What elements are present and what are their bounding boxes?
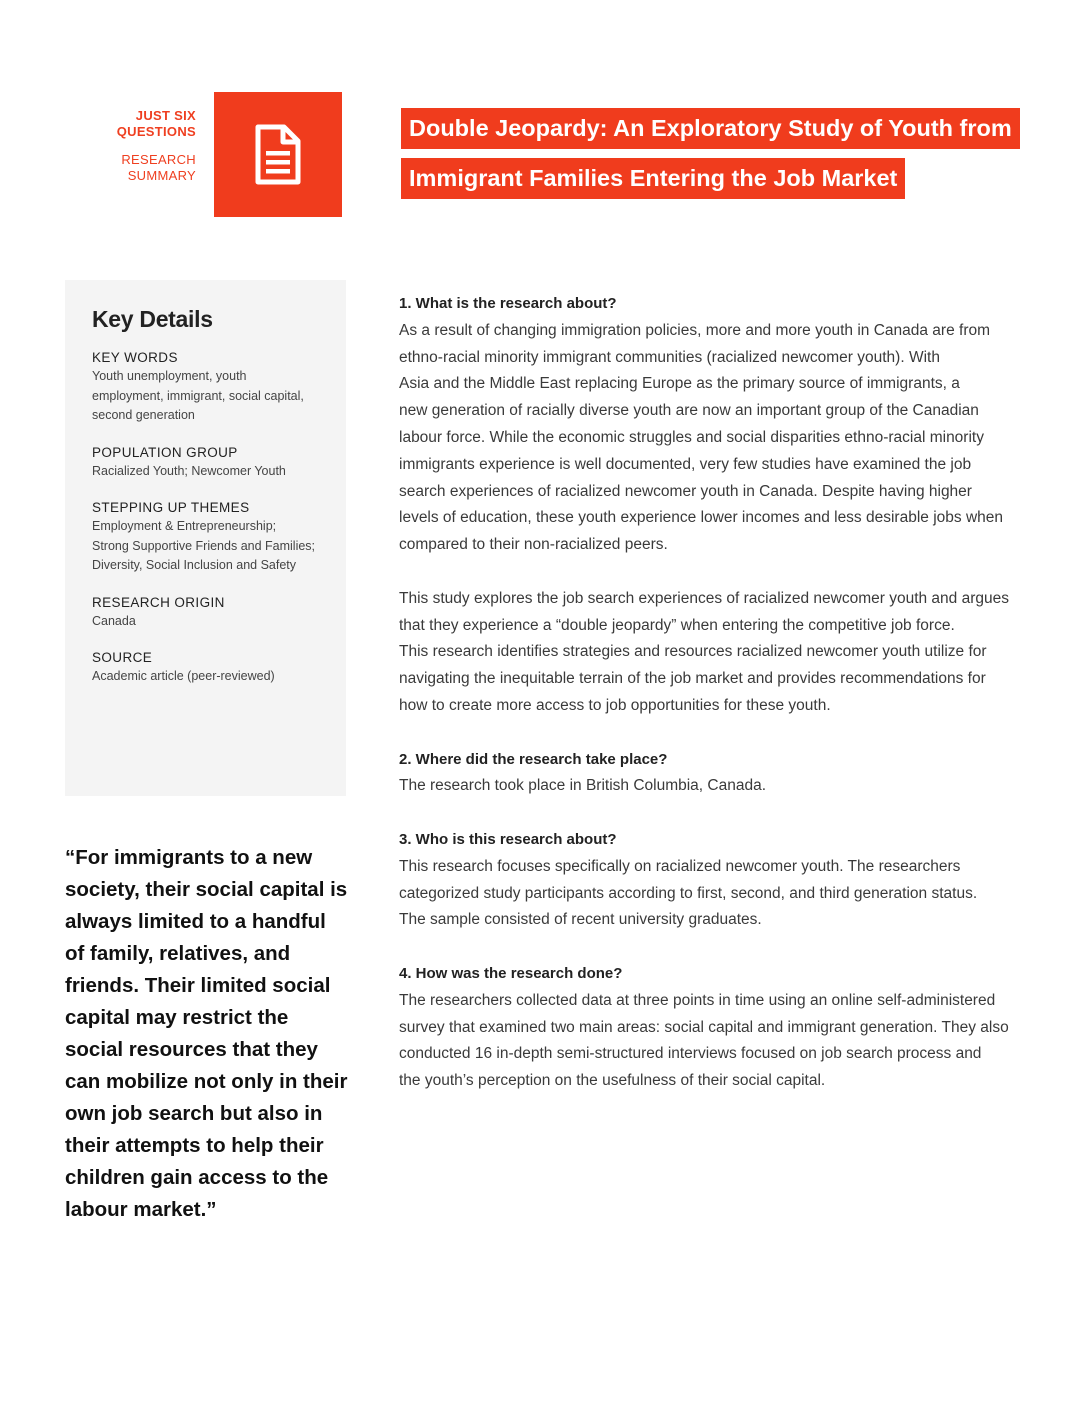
key-detail-label: RESEARCH ORIGIN	[92, 594, 225, 610]
quote-line: can mobilize not only in their	[65, 1070, 348, 1093]
key-details-heading: Key Details	[92, 306, 213, 332]
doc-type-line2: SUMMARY	[127, 168, 196, 183]
text-line: new generation of racially diverse youth are now an important group of the Canadian	[399, 402, 979, 420]
question-4-heading: 4. How was the research done?	[399, 964, 623, 982]
key-detail-value	[92, 517, 320, 576]
text-line: the youth’s perception on the usefulness of their social capital.	[399, 1072, 826, 1090]
text-line: survey that examined two main areas: social capital and immigrant generation. They also	[399, 1018, 1009, 1036]
question-2-heading: 2. Where did the research take place?	[399, 750, 668, 768]
key-detail-value	[92, 667, 320, 687]
page-title	[401, 108, 1041, 208]
question-1-heading: 1. What is the research about?	[399, 295, 617, 312]
text-line: that they experience a “double jeopardy” when entering the competitive job force.	[399, 616, 955, 634]
text-line: This study explores the job search experiences of racialized newcomer youth and argues	[399, 589, 1009, 607]
text-line: search experiences of racialized newcomer youth in Canada. Despite having higher	[399, 482, 972, 500]
main-content	[399, 291, 1019, 1095]
text-line: levels of education, these youth experience lower incomes and less desirable jobs when	[399, 509, 1003, 527]
key-detail-value	[92, 612, 320, 632]
key-detail-line: Employment & Entrepreneurship;	[92, 519, 277, 533]
text-line: how to create more access to job opportunities for these youth.	[399, 696, 831, 714]
quote-line: society, their social capital is	[65, 878, 348, 901]
quote-line: friends. Their limited social	[65, 974, 331, 997]
text-line: The researchers collected data at three points in time using an online self-administered	[399, 991, 996, 1009]
quote-line: always limited to a handful	[65, 910, 326, 933]
question-1-paragraph-2	[399, 586, 1019, 720]
series-label-line2: QUESTIONS	[116, 124, 196, 139]
document-icon	[254, 124, 302, 186]
quote-line: own job search but also in	[65, 1102, 323, 1125]
text-line: categorized study participants according to first, second, and third generation status.	[399, 884, 978, 902]
title-line-1: Double Jeopardy: An Exploratory Study of Youth from	[401, 108, 1020, 149]
key-detail-line: Strong Supportive Friends and Families;	[92, 538, 316, 553]
quote-line: social resources that they	[65, 1038, 318, 1061]
text-line: As a result of changing immigration policies, more and more youth in Canada are from	[399, 321, 991, 339]
text-line: compared to their non-racialized peers.	[399, 536, 668, 554]
key-detail-line: Academic article (peer-reviewed)	[92, 669, 275, 683]
key-detail-line: Racialized Youth; Newcomer Youth	[92, 463, 286, 478]
text-line: The research took place in British Columbia, Canada.	[399, 777, 767, 795]
text-line: ethno-racial minority immigrant communities (racialized newcomer youth). With	[399, 348, 940, 366]
question-2-paragraph	[399, 773, 1019, 800]
question-3-paragraph	[399, 854, 1019, 934]
text-line: Asia and the Middle East replacing Europe as the primary source of immigrants, a	[399, 375, 960, 393]
key-detail-label: KEY WORDS	[92, 350, 178, 365]
quote-line: capital may restrict the	[65, 1006, 289, 1029]
series-label-line1: JUST SIX	[135, 108, 196, 123]
text-line: navigating the inequitable terrain of the job market and provides recommendations for	[399, 670, 986, 688]
document-icon-box	[214, 92, 342, 217]
doc-type-line1: RESEARCH	[121, 152, 196, 167]
key-details-list	[92, 349, 320, 687]
key-detail-line: Canada	[92, 613, 136, 628]
quote-line: of family, relatives, and	[65, 942, 291, 965]
question-4-paragraph	[399, 988, 1019, 1095]
key-detail-label: SOURCE	[92, 650, 153, 665]
key-detail-line: Youth unemployment, youth	[92, 369, 247, 383]
pull-quote	[65, 842, 350, 1226]
quote-line: labour market.”	[65, 1198, 217, 1221]
key-detail-value	[92, 367, 320, 426]
text-line: This research identifies strategies and resources racialized newcomer youth utilize for	[399, 643, 987, 661]
key-detail-line: second generation	[92, 408, 195, 422]
question-3-heading: 3. Who is this research about?	[399, 830, 617, 848]
key-detail-value	[92, 462, 320, 482]
text-line: The sample consisted of recent university graduates.	[399, 911, 762, 929]
brand-block	[90, 108, 196, 184]
key-detail-line: employment, immigrant, social capital,	[92, 388, 304, 403]
title-line-2: Immigrant Families Entering the Job Market	[401, 158, 905, 199]
key-detail-label: STEPPING UP THEMES	[92, 500, 250, 515]
quote-line: “For immigrants to a new	[65, 846, 313, 869]
key-detail-line: Diversity, Social Inclusion and Safety	[92, 558, 297, 572]
text-line: immigrants experience is well documented, very few studies have examined the job	[399, 455, 972, 473]
key-detail-label: POPULATION GROUP	[92, 444, 238, 460]
key-details-panel	[65, 280, 346, 796]
text-line: conducted 16 in-depth semi-structured interviews focused on job search process and	[399, 1045, 982, 1063]
doc-type-label	[90, 152, 196, 184]
question-1-paragraph-1	[399, 318, 1019, 559]
quote-line: children gain access to the	[65, 1166, 329, 1189]
quote-line: their attempts to help their	[65, 1134, 324, 1157]
series-label	[90, 108, 196, 140]
text-line: This research focuses specifically on racialized newcomer youth. The researchers	[399, 857, 961, 875]
text-line: labour force. While the economic struggles and social disparities ethno-racial minority	[399, 428, 984, 446]
